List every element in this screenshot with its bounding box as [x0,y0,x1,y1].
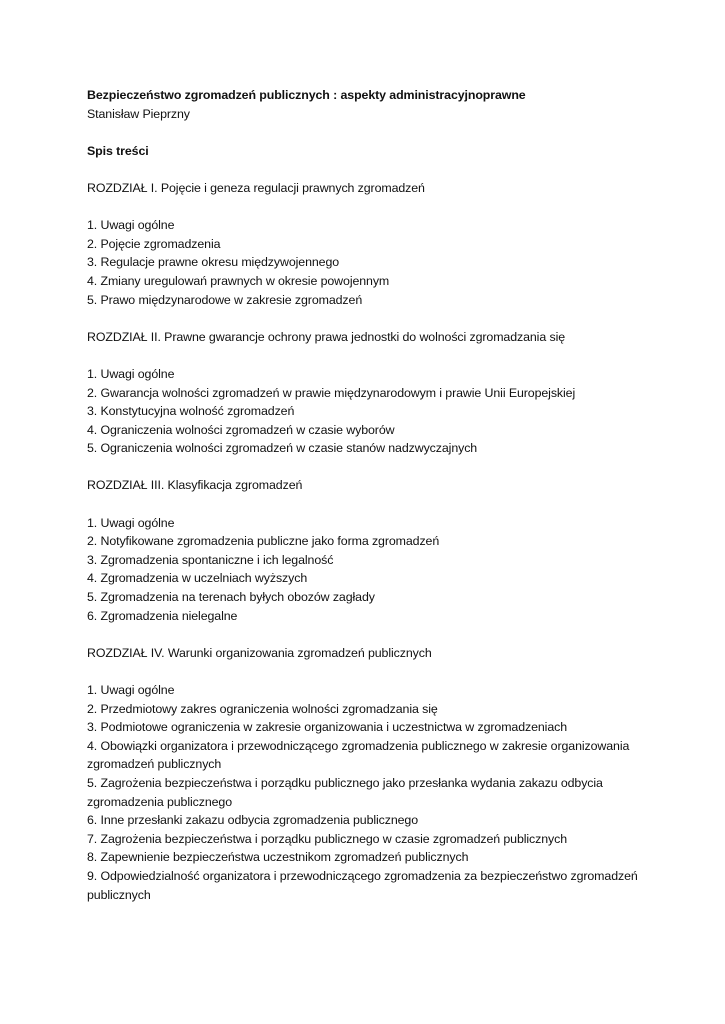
spacer [87,198,647,217]
chapter-4 [87,644,647,904]
toc-item: 1. Uwagi ogólne [87,366,175,381]
toc-item: 5. Zagrożenia bezpieczeństwa i porządku publicznego jako przesłanka wydania zakazu odbycia zgromadzenia publicznego [87,775,603,809]
document-author: Stanisław Pieprzny [87,106,190,121]
chapter-heading: ROZDZIAŁ III. Klasyfikacja zgromadzeń [87,478,303,493]
spacer [87,458,647,477]
chapter-heading: ROZDZIAŁ II. Prawne gwarancje ochrony prawa jednostki do wolności zgromadzania się [87,329,566,344]
toc-item: 2. Pojęcie zgromadzenia [87,236,221,251]
toc-item: 5. Ograniczenia wolności zgromadzeń w czasie stanów nadzwyczajnych [87,441,478,456]
document-content [87,86,647,904]
toc-item: 1. Uwagi ogólne [87,218,175,233]
toc-item: 1. Uwagi ogólne [87,515,175,530]
toc-item: 3. Konstytucyjna wolność zgromadzeń [87,404,295,419]
spacer [87,495,647,514]
spacer [87,160,647,179]
toc-item: 6. Inne przesłanki zakazu odbycia zgromadzenia publicznego [87,813,419,828]
toc-item: 8. Zapewnienie bezpieczeństwa uczestnikom zgromadzeń publicznych [87,850,469,865]
toc-item: 4. Obowiązki organizatora i przewodniczącego zgromadzenia publicznego w zakresie organizowania zgromadzeń publicznych [87,738,630,772]
toc-item: 3. Podmiotowe ograniczenia w zakresie organizowania i uczestnictwa w zgromadzeniach [87,720,567,735]
chapter-3 [87,476,647,625]
chapter-items [87,514,647,626]
chapter-heading: ROZDZIAŁ IV. Warunki organizowania zgromadzeń publicznych [87,645,432,660]
chapter-items [87,681,647,904]
toc-item: 2. Notyfikowane zgromadzenia publiczne jako forma zgromadzeń [87,534,440,549]
spacer [87,309,647,328]
toc-item: 6. Zgromadzenia nielegalne [87,608,238,623]
chapter-items [87,365,647,458]
toc-item: 4. Ograniczenia wolności zgromadzeń w czasie wyborów [87,422,395,437]
toc-item: 2. Przedmiotowy zakres ograniczenia wolności zgromadzania się [87,701,438,716]
spacer [87,625,647,644]
toc-item: 7. Zagrożenia bezpieczeństwa i porządku publicznego w czasie zgromadzeń publicznych [87,831,568,846]
toc-item: 2. Gwarancja wolności zgromadzeń w prawie międzynarodowym i prawie Unii Europejskiej [87,385,576,400]
toc-item: 4. Zgromadzenia w uczelniach wyższych [87,571,308,586]
document-title: Bezpieczeństwo zgromadzeń publicznych : aspekty administracyjnoprawne [87,88,526,102]
toc-item: 4. Zmiany uregulowań prawnych w okresie powojennym [87,273,390,288]
toc-item: 3. Regulacje prawne okresu międzywojennego [87,255,340,270]
chapter-items [87,216,647,309]
spacer [87,123,647,142]
toc-item: 1. Uwagi ogólne [87,683,175,697]
chapter-2 [87,328,647,458]
spacer [87,662,647,681]
chapter-heading: ROZDZIAŁ I. Pojęcie i geneza regulacji prawnych zgromadzeń [87,180,425,195]
toc-heading: Spis treści [87,143,149,158]
chapter-1 [87,179,647,309]
toc-item: 5. Prawo międzynarodowe w zakresie zgromadzeń [87,292,363,307]
toc-item: 3. Zgromadzenia spontaniczne i ich legalność [87,552,334,567]
toc-item: 5. Zgromadzenia na terenach byłych obozów zagłady [87,590,375,605]
spacer [87,346,647,365]
toc-item: 9. Odpowiedzialność organizatora i przewodniczącego zgromadzenia za bezpieczeństwo zgromadzeń publicznych [87,868,638,902]
